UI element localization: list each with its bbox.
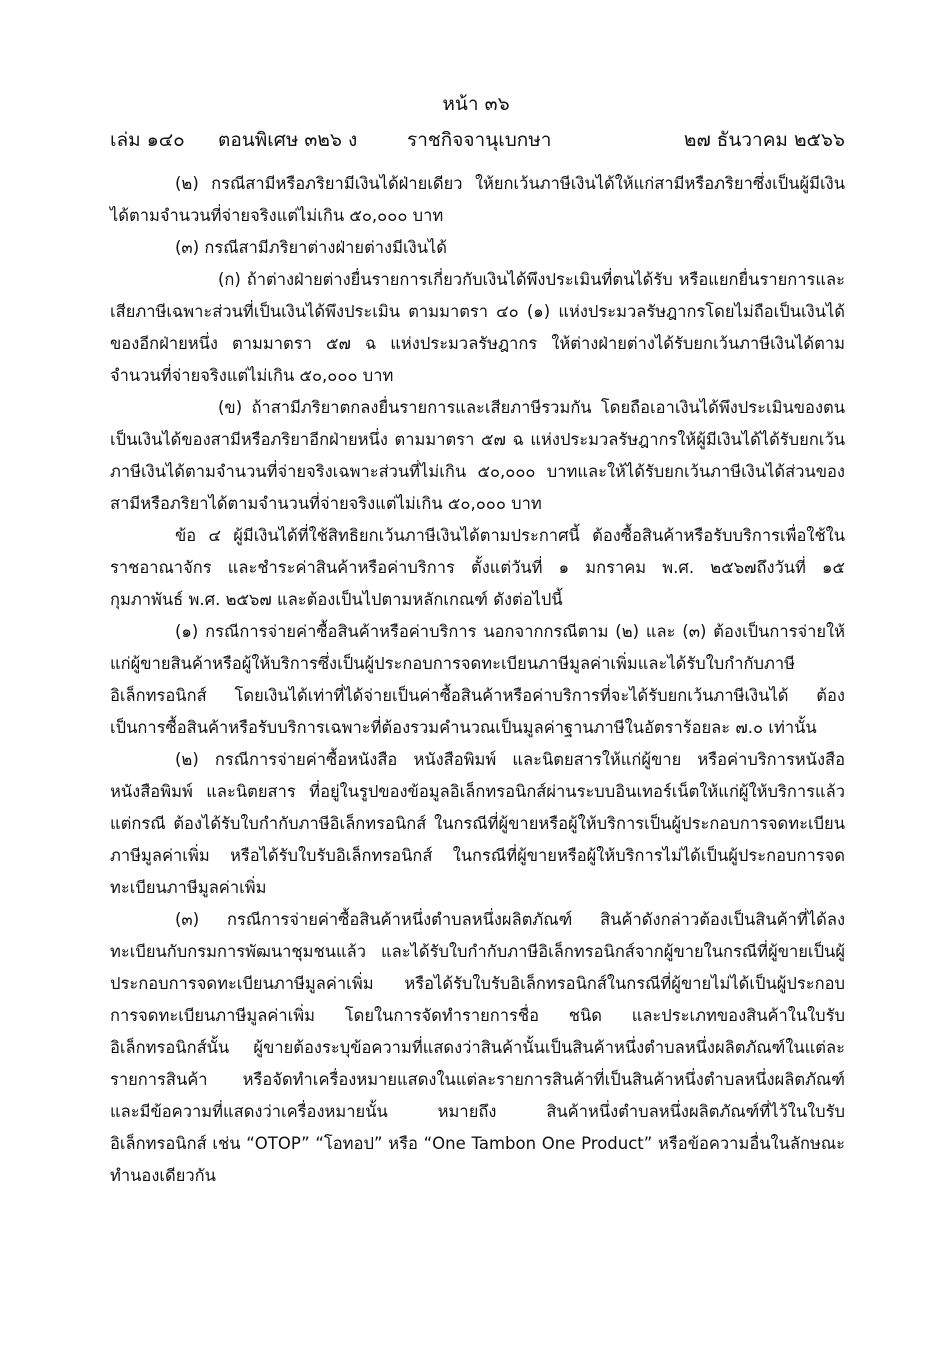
gazette-name: ราชกิจจานุเบกษา: [407, 129, 552, 151]
section-number: ตอนพิเศษ ๓๒๖ ง: [218, 129, 358, 151]
clause-4-item-3: (๓) กรณีการจ่ายค่าซื้อสินค้าหนึ่งตำบลหนึ่งผลิตภัณฑ์ สินค้าดังกล่าวต้องเป็นสินค้าที่ได้ลงทะเบียนกับกรมการพัฒนาชุมชนแล้ว และได้รับใบกำกับภาษีอิเล็กทรอนิกส์จากผู้ขายในกรณีที่ผู้ขายเป็นผู้ประกอบการจดทะเบียนภาษีมูลค่าเพิ่ม หรือได้รับใบรับอิเล็กทรอนิกส์ในกรณีที่ผู้ขายไม่ได้เป็นผู้ประกอบการจดทะเบียนภาษีมูลค่าเพิ่ม โดยในการจัดทำรายการชื่อ ชนิด และประเภทของสินค้าในใบรับอิเล็กทรอนิกส์นั้น ผู้ขายต้องระบุข้อความที่แสดงว่าสินค้านั้นเป็นสินค้าหนึ่งตำบลหนึ่งผลิตภัณฑ์ในแต่ละรายการสินค้า หรือจัดทำเครื่องหมายแสดงในแต่ละรายการสินค้าที่เป็นสินค้าหนึ่งตำบลหนึ่งผลิตภัณฑ์ และมีข้อความที่แสดงว่าเครื่องหมายนั้น หมายถึง สินค้าหนึ่งตำบลหนึ่งผลิตภัณฑ์ที่ไว้ในใบรับอิเล็กทรอนิกส์ เช่น “OTOP” “โอทอป” หรือ “One Tambon One Product” หรือข้อความอื่นในลักษณะทำนองเดียวกัน: [110, 910, 845, 1185]
gazette-header: [110, 126, 845, 154]
page-number: หน้า ๓๖: [442, 93, 510, 115]
paragraph-3-both-income: (๓) กรณีสามีภริยาต่างฝ่ายต่างมีเงินได้: [175, 238, 447, 257]
paragraph-2-single-income: (๒) กรณีสามีหรือภริยามีเงินได้ฝ่ายเดียว ให้ยกเว้นภาษีเงินได้ให้แก่สามีหรือภริยาซึ่งเป็นผู้มีเงินได้ตามจำนวนที่จ่ายจริงแต่ไม่เกิน ๕๐,๐๐๐ บาท: [110, 174, 845, 225]
clause-4-item-2: (๒) กรณีการจ่ายค่าซื้อหนังสือ หนังสือพิมพ์ และนิตยสารให้แก่ผู้ขาย หรือค่าบริการหนังสือหนังสือพิมพ์ และนิตยสาร ที่อยู่ในรูปของข้อมูลอิเล็กทรอนิกส์ผ่านระบบอินเทอร์เน็ตให้แก่ผู้ให้บริการแล้วแต่กรณี ต้องได้รับใบกำกับภาษีอิเล็กทรอนิกส์ ในกรณีที่ผู้ขายหรือผู้ให้บริการเป็นผู้ประกอบการจดทะเบียนภาษีมูลค่าเพิ่ม หรือได้รับใบรับอิเล็กทรอนิกส์ ในกรณีที่ผู้ขายหรือผู้ให้บริการไม่ได้เป็นผู้ประกอบการจดทะเบียนภาษีมูลค่าเพิ่ม: [110, 750, 845, 897]
paragraph-3b-joint-filing: (ข) ถ้าสามีภริยาตกลงยื่นรายการและเสียภาษีรวมกัน โดยถือเอาเงินได้พึงประเมินของตนเป็นเงินได้ของสามีหรือภริยาอีกฝ่ายหนึ่ง ตามมาตรา ๕๗ ฉ แห่งประมวลรัษฎากรให้ผู้มีเงินได้ได้รับยกเว้นภาษีเงินได้ตามจำนวนที่จ่ายจริงเฉพาะส่วนที่ไม่เกิน ๕๐,๐๐๐ บาทและให้ได้รับยกเว้นภาษีเงินได้ส่วนของสามีหรือภริยาได้ตามจำนวนที่จ่ายจริงแต่ไม่เกิน ๕๐,๐๐๐ บาท: [110, 398, 845, 513]
paragraph-3a-separate-filing: (ก) ถ้าต่างฝ่ายต่างยื่นรายการเกี่ยวกับเงินได้พึงประเมินที่ตนได้รับ หรือแยกยื่นรายการและเสียภาษีเฉพาะส่วนที่เป็นเงินได้พึงประเมิน ตามมาตรา ๔๐ (๑) แห่งประมวลรัษฎากรโดยไม่ถือเป็นเงินได้ของอีกฝ่ายหนึ่ง ตามมาตรา ๕๗ ฉ แห่งประมวลรัษฎากร ให้ต่างฝ่ายต่างได้รับยกเว้นภาษีเงินได้ตามจำนวนที่จ่ายจริงแต่ไม่เกิน ๕๐,๐๐๐ บาท: [110, 270, 845, 385]
clause-4-item-1: (๑) กรณีการจ่ายค่าซื้อสินค้าหรือค่าบริการ นอกจากกรณีตาม (๒) และ (๓) ต้องเป็นการจ่ายให้แก่ผู้ขายสินค้าหรือผู้ให้บริการซึ่งเป็นผู้ประกอบการจดทะเบียนภาษีมูลค่าเพิ่มและได้รับใบกำกับภาษีอิเล็กทรอนิกส์ โดยเงินได้เท่าที่ได้จ่ายเป็นค่าซื้อสินค้าหรือค่าบริการที่จะได้รับยกเว้นภาษีเงินได้ ต้องเป็นการซื้อสินค้าหรือรับบริการเฉพาะที่ต้องรวมคำนวณเป็นมูลค่าฐานภาษีในอัตราร้อยละ ๗.๐ เท่านั้น: [110, 622, 845, 737]
volume-number: เล่ม ๑๔๐: [110, 129, 185, 151]
document-body: [110, 168, 845, 1192]
clause-4: ข้อ ๔ ผู้มีเงินได้ที่ใช้สิทธิยกเว้นภาษีเงินได้ตามประกาศนี้ ต้องซื้อสินค้าหรือรับบริการเพื่อใช้ในราชอาณาจักร และชำระค่าสินค้าหรือค่าบริการ ตั้งแต่วันที่ ๑ มกราคม พ.ศ. ๒๕๖๗ถึงวันที่ ๑๕ กุมภาพันธ์ พ.ศ. ๒๕๖๗ และต้องเป็นไปตามหลักเกณฑ์ ดังต่อไปนี้: [110, 526, 845, 609]
publication-date: ๒๗ ธันวาคม ๒๕๖๖: [683, 129, 845, 151]
